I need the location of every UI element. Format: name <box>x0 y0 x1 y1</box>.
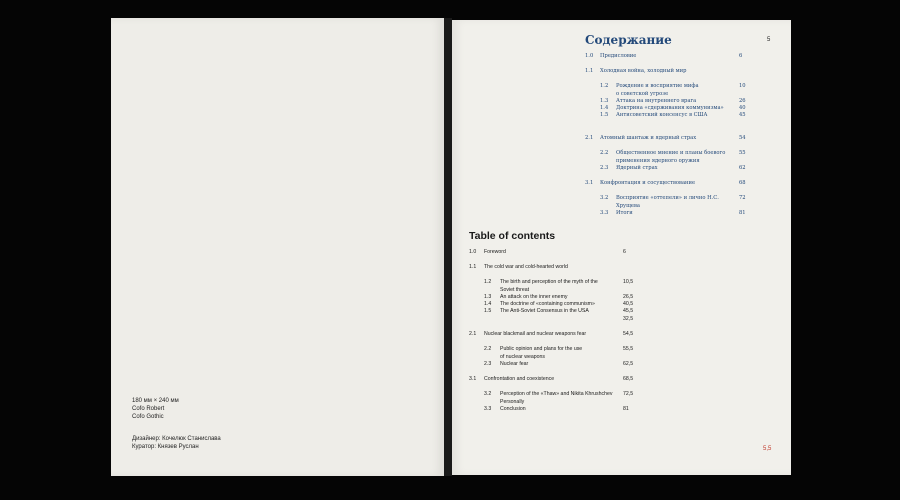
toc-en-entry-number: 1.0 <box>469 249 477 255</box>
format-text: 180 мм × 240 мм <box>132 398 179 404</box>
toc-ru-entry-page: 72 <box>739 195 746 201</box>
toc-en-entry-number: 3.1 <box>469 376 477 382</box>
toc-ru-entry-page: 6 <box>739 53 743 59</box>
toc-ru-entry-page: 81 <box>739 210 746 216</box>
book-gutter <box>444 18 452 476</box>
toc-en-entry-page: 54,5 <box>623 331 634 337</box>
toc-ru-entry-number: 1.1 <box>585 68 594 74</box>
toc-ru-entry-page: 68 <box>739 180 746 186</box>
toc-ru-entry-number: 2.1 <box>585 135 594 141</box>
toc-ru-title: Содержание <box>585 33 672 47</box>
toc-en-entry-page: 62,5 <box>623 361 634 367</box>
page-number-top: 5 <box>767 37 771 43</box>
toc-en-entry-number: 1.2 <box>484 279 492 285</box>
toc-en-entry-title: An attack on the inner enemy <box>500 294 568 300</box>
toc-ru-entry-title: Атомный шантаж и ядерный страх <box>600 135 697 141</box>
toc-en-entry-title: Nuclear blackmail and nuclear weapons fear <box>484 331 587 337</box>
toc-ru-entry-title: Антисоветский консенсус в США <box>616 112 708 118</box>
toc-ru-entry-page: 55 <box>739 150 746 156</box>
toc-en-entry-title: Confrontation and coexistence <box>484 376 555 382</box>
toc-ru-entry-page: 40 <box>739 105 746 111</box>
toc-en-entry-number: 1.1 <box>469 264 477 270</box>
toc-ru-entry-page: 26 <box>739 98 746 104</box>
right-page <box>452 20 791 475</box>
toc-ru-entry-page: 10 <box>739 83 746 89</box>
page-number-bottom: 5,5 <box>763 446 772 452</box>
toc-ru-entry-title: Аттака на внутреннего врага <box>616 98 697 104</box>
toc-en-entry-title-line2: of nuclear weapons <box>500 353 545 360</box>
toc-ru-entry-number: 1.2 <box>600 83 609 89</box>
designer-credit: Дизайнер: Кочелюк Станислава <box>132 436 221 442</box>
toc-en-entry-page: 10,5 <box>623 279 634 285</box>
toc-ru-entry-title: Конфронтация и сосуществование <box>600 180 696 186</box>
toc-en-entry-page: 6 <box>623 249 626 255</box>
toc-en-entry-number: 2.3 <box>484 361 492 367</box>
toc-ru-entry-number: 3.2 <box>600 195 609 201</box>
toc-ru-entry-number: 1.0 <box>585 53 594 59</box>
left-page <box>111 18 444 476</box>
toc-ru-entry-title: Общественное мнение и планы боевого <box>616 150 726 156</box>
toc-ru-entry-title: Доктрина «сдерживания коммунизма» <box>616 105 724 111</box>
toc-en-entry-page: 68,5 <box>623 376 634 382</box>
toc-en-entry-title-line2: Personally <box>500 398 525 405</box>
toc-ru-entry-number: 2.2 <box>600 150 609 156</box>
toc-en-entry-title: Conclusion <box>500 406 526 412</box>
toc-en-entry-title-line2: Soviet threat <box>500 286 530 293</box>
toc-en-entry-page: 26,5 <box>623 294 634 300</box>
toc-ru-entry-title: Рождение и восприятие мифа <box>616 83 699 89</box>
toc-en-entry-number: 1.4 <box>484 301 492 307</box>
toc-ru-entry-number: 2.3 <box>600 165 609 171</box>
toc-ru-entry-title: Итоги <box>616 210 633 216</box>
toc-en-entry-number: 2.2 <box>484 346 492 352</box>
toc-en-entry-number: 1.5 <box>484 308 492 314</box>
toc-en-entry-number: 1.3 <box>484 294 492 300</box>
toc-en-entry-number: 2.1 <box>469 331 477 337</box>
toc-ru-entry-title-line2: Хрущева <box>616 202 640 209</box>
toc-en-entry-title: Perception of the «Thaw» and Nikita Khrushchev <box>500 391 613 397</box>
toc-ru-entry-number: 3.1 <box>585 180 594 186</box>
toc-ru-entry-page: 45 <box>739 112 746 118</box>
toc-en-entry-page: 81 <box>623 406 629 412</box>
toc-ru-entry-title: Предисловие <box>600 53 637 59</box>
curator-credit: Куратор: Князев Руслан <box>132 444 199 450</box>
toc-ru-entry-title: Ядерный страх <box>616 165 658 171</box>
toc-en-entry-title: The birth and perception of the myth of the <box>500 279 598 285</box>
toc-en-entry-title: The doctrine of «containing communism» <box>500 301 595 307</box>
toc-en-entry-title: Foreword <box>484 249 506 255</box>
toc-ru-entry-number: 1.3 <box>600 98 609 104</box>
toc-ru-entry-number: 1.5 <box>600 112 609 118</box>
font-name-1: Cofo Robert <box>132 406 165 412</box>
toc-en-entry-page: 32,5 <box>623 316 634 322</box>
toc-en-entry-page: 55,5 <box>623 346 634 352</box>
toc-ru-entry-title: Восприятие «оттепели» и лично Н.С. <box>616 195 719 201</box>
toc-en-entry-title: The cold war and cold-hearted world <box>484 264 568 270</box>
toc-en-entry-page: 72,5 <box>623 391 634 397</box>
toc-en-entry-title: Nuclear fear <box>500 361 529 367</box>
toc-ru-entry-page: 62 <box>739 165 746 171</box>
toc-ru-entry-title-line2: о советской угрозе <box>616 90 669 97</box>
toc-ru-entry-title-line2: применения ядерного оружия <box>616 157 700 164</box>
toc-ru-entry-number: 1.4 <box>600 105 609 111</box>
toc-en-entry-title: Public opinion and plans for the use <box>500 346 583 352</box>
toc-en-entry-number: 3.3 <box>484 406 492 412</box>
toc-en-entry-number: 3.2 <box>484 391 492 397</box>
toc-en-entry-title: The Anti-Soviet Consensus in the USA <box>500 308 589 314</box>
font-name-2: Cofo Gothic <box>132 414 164 420</box>
toc-ru-entry-title: Холодная война, холодный мир <box>600 68 687 74</box>
toc-en-title: Table of contents <box>469 230 556 242</box>
toc-en-entry-page: 40,5 <box>623 301 634 307</box>
toc-ru-entry-page: 54 <box>739 135 746 141</box>
toc-en-entry-page: 45,5 <box>623 308 634 314</box>
toc-ru-entry-number: 3.3 <box>600 210 609 216</box>
